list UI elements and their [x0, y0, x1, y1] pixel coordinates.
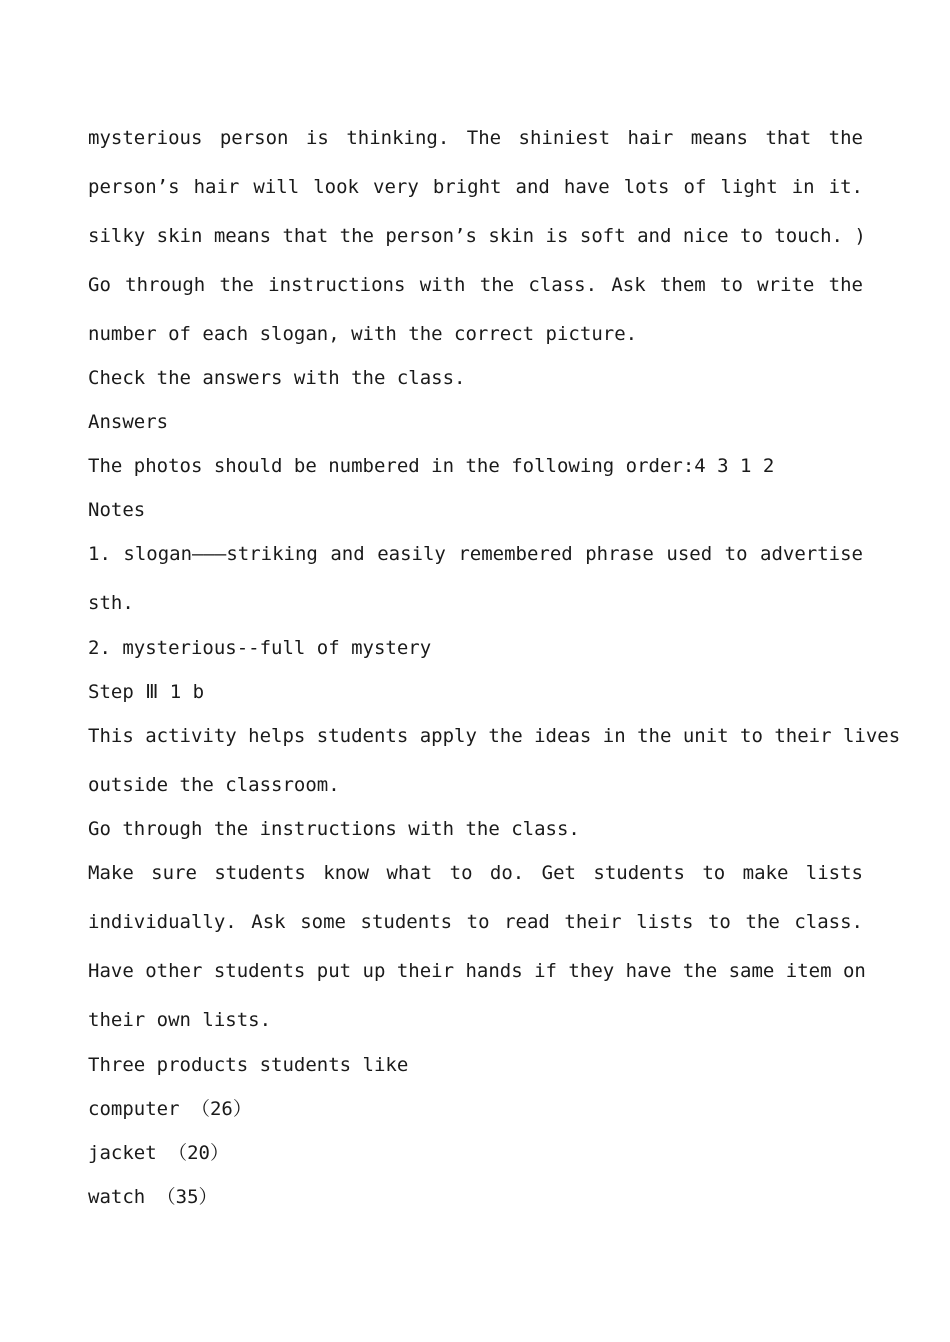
list-item: computer （26） [88, 1098, 252, 1120]
paragraph-line: individually. Ask some students to read their lists to the class. [88, 911, 863, 933]
note-item: 2. mysterious--full of mystery [88, 637, 432, 659]
paragraph-line: mysterious person is thinking. The shiniest hair means that the [88, 127, 863, 149]
paragraph-line: outside the classroom. [88, 774, 340, 796]
list-heading: Three products students like [88, 1054, 409, 1076]
paragraph-line: Go through the instructions with the class. [88, 818, 580, 840]
paragraph-line: Make sure students know what to do. Get students to make lists [88, 862, 863, 884]
list-item: watch （35） [88, 1186, 218, 1208]
paragraph-line: their own lists. [88, 1009, 272, 1031]
section-heading-answers: Answers [88, 411, 169, 433]
paragraph-line: person’s hair will look very bright and have lots of light in it. [88, 176, 863, 198]
paragraph-line: sth. [88, 592, 134, 614]
step-heading: Step Ⅲ 1 b [88, 681, 205, 703]
paragraph-line: This activity helps students apply the ideas in the unit to their lives [88, 725, 901, 747]
list-item: jacket （20） [88, 1142, 229, 1164]
paragraph-line: number of each slogan, with the correct picture. [88, 323, 638, 345]
paragraph-line: silky skin means that the person’s skin is soft and nice to touch. ) [88, 225, 866, 247]
paragraph-line: Check the answers with the class. [88, 367, 466, 389]
paragraph-line: The photos should be numbered in the following order:4 3 1 2 [88, 455, 775, 477]
section-heading-notes: Notes [88, 499, 146, 521]
paragraph-line: Have other students put up their hands if they have the same item on [88, 960, 866, 982]
paragraph-line: Go through the instructions with the class. Ask them to write the [88, 274, 863, 296]
note-item: 1. slogan———striking and easily remembered phrase used to advertise [88, 543, 863, 565]
